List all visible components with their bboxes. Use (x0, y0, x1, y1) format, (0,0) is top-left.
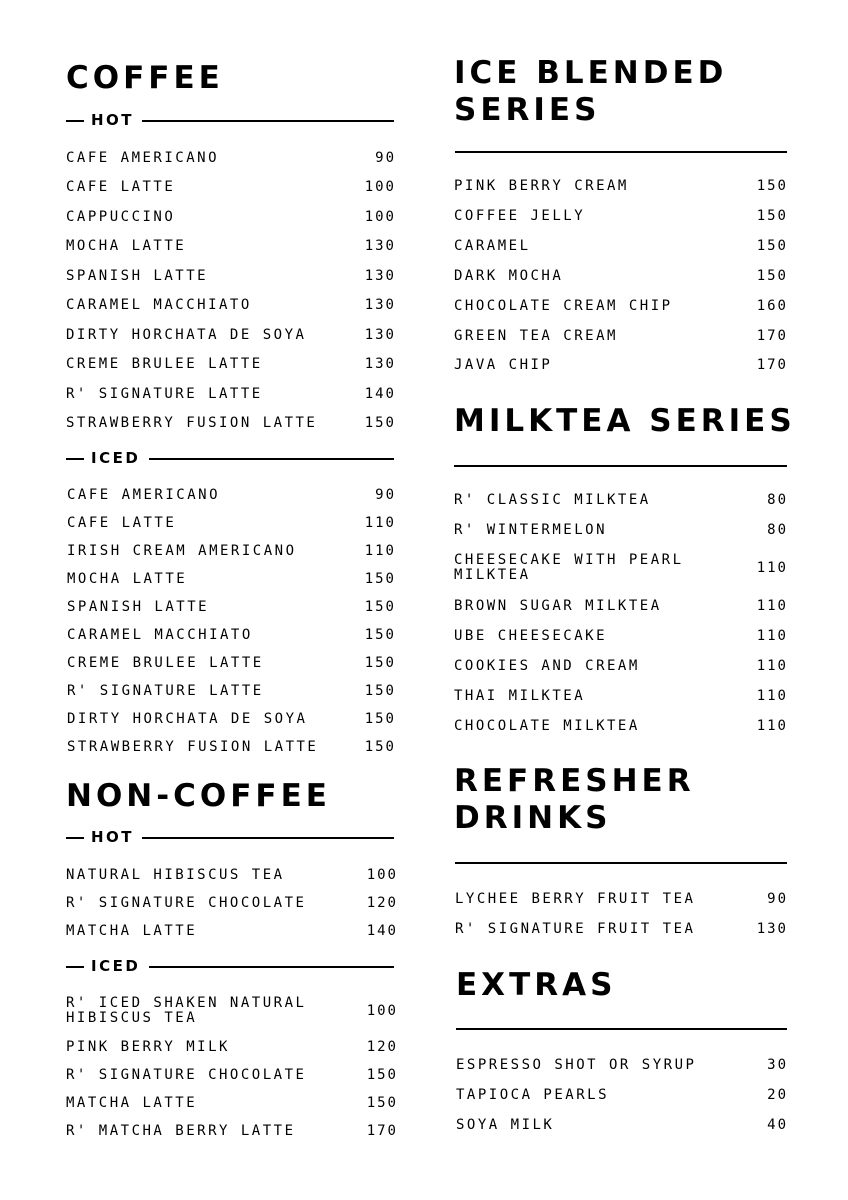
menu-item-name: R' SIGNATURE LATTE (66, 386, 263, 402)
menu-item-name: LYCHEE BERRY FRUIT TEA (455, 891, 696, 907)
menu-item-name: R' SIGNATURE CHOCOLATE (66, 1067, 307, 1083)
menu-item-price: 100 (364, 209, 396, 225)
menu-item-price: 150 (364, 627, 396, 643)
menu-item-name: R' SIGNATURE FRUIT TEA (455, 921, 696, 937)
menu-item-price: 160 (756, 298, 788, 314)
menu-item (454, 238, 788, 254)
non-coffee-section-title: NON-COFFEE (66, 778, 331, 814)
menu-item-price: 100 (366, 867, 398, 883)
menu-item-name: R' CLASSIC MILKTEA (454, 492, 651, 508)
menu-item (456, 1087, 788, 1103)
refresher-title-line1: REFRESHER (454, 763, 695, 799)
menu-item-name: COOKIES AND CREAM (454, 658, 640, 674)
menu-item-name: R' SIGNATURE LATTE (67, 683, 264, 699)
menu-item-name: ESPRESSO SHOT OR SYRUP (456, 1057, 697, 1073)
divider (66, 837, 84, 839)
menu-item (66, 150, 396, 166)
menu-item (67, 739, 396, 755)
menu-item (454, 658, 788, 674)
menu-item-name: CREME BRULEE LATTE (67, 655, 264, 671)
menu-item (67, 543, 396, 559)
menu-item-name: CREME BRULEE LATTE (66, 356, 263, 372)
menu-item-name: CARAMEL MACCHIATO (66, 297, 252, 313)
menu-item-price: 150 (756, 268, 788, 284)
menu-item (456, 1057, 788, 1073)
menu-item-name: CHOCOLATE CREAM CHIP (454, 298, 673, 314)
ice-blended-title-line1: ICE BLENDED (454, 55, 728, 91)
menu-item (67, 711, 396, 727)
divider (455, 862, 787, 864)
menu-item (454, 492, 788, 508)
menu-item-price: 150 (364, 655, 396, 671)
menu-item-name: CAPPUCCINO (66, 209, 176, 225)
menu-item-price: 150 (366, 1095, 398, 1111)
menu-item-price: 150 (364, 571, 396, 587)
menu-item-price: 170 (756, 357, 788, 373)
menu-item-price: 90 (375, 150, 396, 166)
menu-item (454, 298, 788, 314)
menu-item-name: R' MATCHA BERRY LATTE (66, 1123, 296, 1139)
menu-item-name: GREEN TEA CREAM (454, 328, 618, 344)
menu-item-name: STRAWBERRY FUSION LATTE (67, 739, 319, 755)
menu-item-name: R' ICED SHAKEN NATURAL HIBISCUS TEA (66, 995, 307, 1026)
menu-item-price: 100 (366, 1003, 398, 1019)
menu-item-price: 110 (756, 560, 788, 576)
menu-item-price: 130 (756, 921, 788, 937)
menu-item-name: R' SIGNATURE CHOCOLATE (66, 895, 307, 911)
menu-item-price: 110 (756, 658, 788, 674)
menu-item (66, 1095, 398, 1111)
menu-item (66, 356, 396, 372)
menu-item-price: 80 (767, 492, 788, 508)
menu-item-name: UBE CHEESECAKE (454, 628, 608, 644)
menu-item-name: CAFE AMERICANO (67, 487, 221, 503)
menu-item (454, 268, 788, 284)
divider (454, 465, 787, 467)
menu-item-name: IRISH CREAM AMERICANO (67, 543, 297, 559)
menu-item-name: SPANISH LATTE (67, 599, 210, 615)
menu-item-price: 110 (756, 718, 788, 734)
menu-item (66, 238, 396, 254)
menu-item-price: 140 (366, 923, 398, 939)
menu-item-price: 170 (366, 1123, 398, 1139)
menu-item-price: 110 (756, 598, 788, 614)
menu-item-price: 100 (364, 179, 396, 195)
menu-item (66, 327, 396, 343)
menu-item (67, 655, 396, 671)
menu-item-name: NATURAL HIBISCUS TEA (66, 867, 285, 883)
menu-item-name: MATCHA LATTE (66, 1095, 198, 1111)
menu-item-price: 110 (364, 515, 396, 531)
menu-item-price: 150 (366, 1067, 398, 1083)
menu-item-name: CAFE LATTE (67, 515, 177, 531)
non-coffee-iced-subheader (66, 959, 394, 973)
divider (142, 837, 394, 839)
menu-item (455, 891, 788, 907)
menu-item (66, 209, 396, 225)
menu-item-name: COFFEE JELLY (454, 208, 586, 224)
menu-item-name: DARK MOCHA (454, 268, 564, 284)
menu-item (66, 1123, 398, 1139)
menu-item-price: 110 (756, 628, 788, 644)
menu-item-price: 150 (756, 178, 788, 194)
menu-item-name: SPANISH LATTE (66, 268, 209, 284)
menu-item (66, 179, 396, 195)
menu-item-price: 130 (364, 238, 396, 254)
non-coffee-hot-subheader (66, 830, 394, 844)
divider (149, 458, 394, 460)
menu-item (66, 895, 398, 911)
menu-item (66, 995, 398, 1027)
coffee-hot-label: HOT (91, 111, 135, 129)
menu-item-price: 150 (756, 208, 788, 224)
menu-item-name: BROWN SUGAR MILKTEA (454, 598, 662, 614)
coffee-hot-subheader (66, 113, 394, 127)
menu-item-name: MOCHA LATTE (67, 571, 188, 587)
menu-item (454, 552, 788, 584)
menu-item-price: 120 (366, 895, 398, 911)
menu-item-name: SOYA MILK (456, 1117, 555, 1133)
menu-item (67, 683, 396, 699)
menu-item-price: 20 (767, 1087, 788, 1103)
menu-item-name: R' WINTERMELON (454, 522, 608, 538)
menu-item-price: 140 (364, 386, 396, 402)
menu-item-price: 150 (364, 739, 396, 755)
non-coffee-iced-label: ICED (91, 957, 141, 975)
menu-item-name: THAI MILKTEA (454, 688, 586, 704)
menu-item-name: MOCHA LATTE (66, 238, 187, 254)
menu-item (67, 599, 396, 615)
divider (149, 966, 394, 968)
menu-item-name: DIRTY HORCHATA DE SOYA (66, 327, 307, 343)
menu-item-price: 80 (767, 522, 788, 538)
menu-item (66, 268, 396, 284)
menu-item (454, 208, 788, 224)
menu-item (454, 628, 788, 644)
refresher-title-line2: DRINKS (454, 800, 612, 836)
menu-item (66, 923, 398, 939)
menu-item (454, 688, 788, 704)
coffee-section-title: COFFEE (66, 60, 224, 96)
menu-item-price: 130 (364, 356, 396, 372)
menu-item-price: 120 (366, 1039, 398, 1055)
menu-item-name: CARAMEL MACCHIATO (67, 627, 253, 643)
menu-item (454, 178, 788, 194)
menu-item-price: 150 (364, 711, 396, 727)
coffee-iced-label: ICED (91, 449, 141, 467)
menu-item (67, 515, 396, 531)
menu-item (66, 386, 396, 402)
menu-item-name: STRAWBERRY FUSION LATTE (66, 415, 318, 431)
menu-item-price: 30 (767, 1057, 788, 1073)
menu-item-price: 150 (364, 683, 396, 699)
divider (455, 151, 787, 153)
ice-blended-title-line2: SERIES (454, 92, 601, 128)
menu-item (454, 328, 788, 344)
coffee-iced-subheader (66, 451, 394, 465)
menu-item (454, 718, 788, 734)
menu-item-name: TAPIOCA PEARLS (456, 1087, 610, 1103)
menu-item-price: 130 (364, 268, 396, 284)
menu-item-price: 90 (375, 487, 396, 503)
menu-item (67, 487, 396, 503)
milktea-section-title: MILKTEA SERIES (454, 403, 796, 439)
divider (66, 966, 84, 968)
menu-item-name: DIRTY HORCHATA DE SOYA (67, 711, 308, 727)
menu-item-price: 150 (756, 238, 788, 254)
menu-item (66, 415, 396, 431)
menu-item-name: CAFE LATTE (66, 179, 176, 195)
divider (456, 1028, 787, 1030)
menu-item (66, 1039, 398, 1055)
menu-item-name: CHOCOLATE MILKTEA (454, 718, 640, 734)
menu-item (66, 1067, 398, 1083)
menu-item-name: PINK BERRY MILK (66, 1039, 230, 1055)
menu-item (456, 1117, 788, 1133)
menu-item-price: 130 (364, 297, 396, 313)
menu-item (66, 297, 396, 313)
menu-item-name: CARAMEL (454, 238, 531, 254)
menu-item (454, 522, 788, 538)
menu-item-name: CHEESECAKE WITH PEARL MILKTEA (454, 552, 684, 583)
menu-item-price: 110 (364, 543, 396, 559)
menu-item-price: 150 (364, 415, 396, 431)
non-coffee-hot-label: HOT (91, 828, 135, 846)
menu-item-name: CAFE AMERICANO (66, 150, 220, 166)
menu-item-price: 40 (767, 1117, 788, 1133)
menu-item-price: 130 (364, 327, 396, 343)
menu-item (454, 357, 788, 373)
menu-item (67, 571, 396, 587)
menu-item (66, 867, 398, 883)
menu-item-price: 170 (756, 328, 788, 344)
extras-section-title: EXTRAS (456, 967, 617, 1003)
menu-item (67, 627, 396, 643)
divider (66, 120, 84, 122)
menu-item (454, 598, 788, 614)
divider (142, 120, 394, 122)
menu-item-price: 90 (767, 891, 788, 907)
divider (66, 458, 84, 460)
menu-item-name: PINK BERRY CREAM (454, 178, 629, 194)
menu-item-price: 150 (364, 599, 396, 615)
menu-item-name: JAVA CHIP (454, 357, 553, 373)
menu-item-name: MATCHA LATTE (66, 923, 198, 939)
menu-item-price: 110 (756, 688, 788, 704)
menu-item (455, 921, 788, 937)
